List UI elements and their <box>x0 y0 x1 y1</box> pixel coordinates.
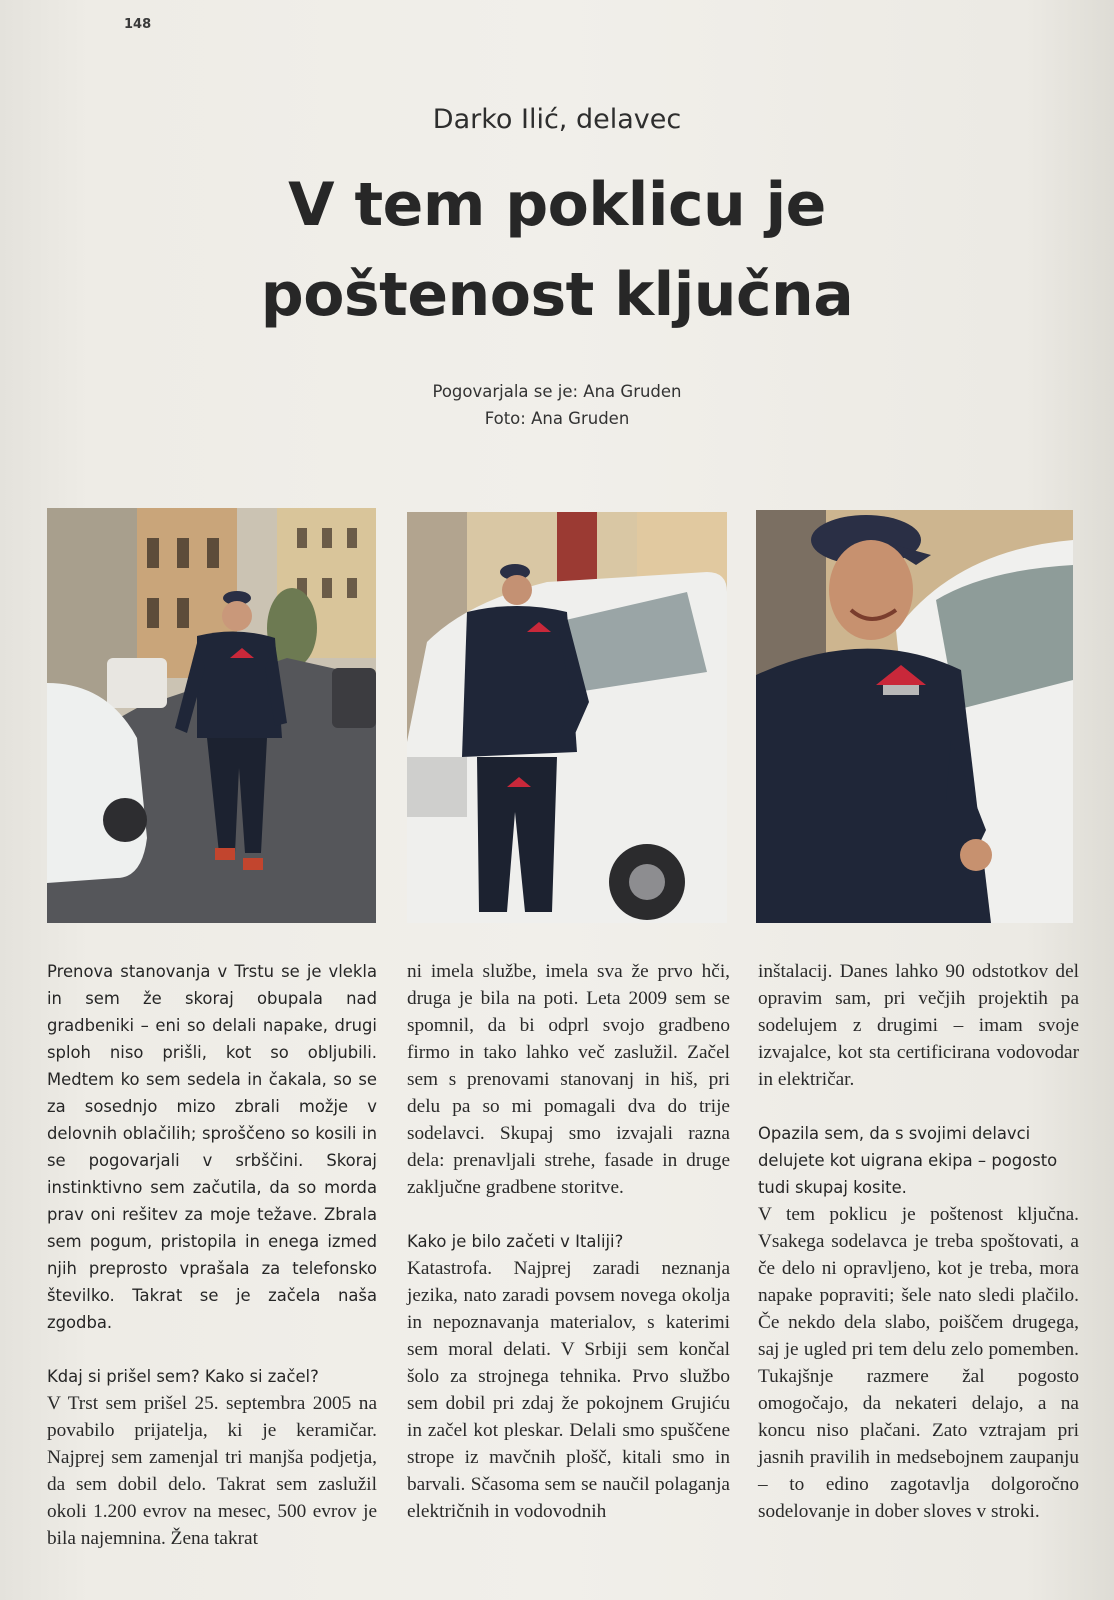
photo-man-walking-street <box>47 508 376 923</box>
article-kicker: Darko Ilić, delavec <box>432 104 682 135</box>
photo-man-leaning-on-van <box>407 512 727 923</box>
interview-answer-2-end: inštalacij. Danes lahko 90 odstotkov del opravim sam, pri večjih projektih pa sodelujem z drugimi – imam svoje izvajalce, kot sta certificirana vodovodar in električar. <box>758 961 1079 1090</box>
interview-question-3: Opazila sem, da s svojimi delavci delujete kot uigrana ekipa – pogosto tudi skupaj kosite. <box>758 1124 1058 1197</box>
article-credits <box>0 378 1114 432</box>
interview-answer-2-start: Katastrofa. Najprej zaradi neznanja jezika, nato zaradi povsem novega okolja in nepoznavanja materialov, s katerimi sem moral delati. V Srbiji sem končal šolo za strojnega tehnika. Prvo službo sem dobil pri zdaj že pokojnem Grujiću in začel kot pleskar. Delali smo spuščene strope iz mavčnih plošč, kitali smo in barvali. Sčasoma sem se naučil polaganja električnih in vodovodnih <box>407 1258 730 1522</box>
photo-man-smiling-closeup <box>756 510 1073 923</box>
interview-answer-3: V tem poklicu je poštenost ključna. Vsakega sodelavca je treba spoštovati, a če delo ni opravljeno, kot je treba, mora napake popraviti; šele nato sledi plačilo. Če nekdo dela slabo, poiščem drugega, saj je ugled pri tem delu zelo pomemben. Tukajšnje razmere žal pogosto omogočajo, da nekateri delajo, a na koncu niso plačani. Zato vztrajam pri jasnih pravilih in medsebojnem zaupanju – to edino zagotavlja dolgoročno sodelovanje in dober sloves v stroki. <box>758 1204 1079 1522</box>
article-headline <box>0 160 1114 340</box>
interview-question-2: Kako je bilo začeti v Italiji? <box>407 1232 624 1251</box>
interview-answer-1-end: ni imela službe, imela sva že prvo hči, druga je bila na poti. Leta 2009 sem se spomnil, da bi odprl svojo gradbeno firmo in tako lahko več zaslužil. Začel sem s prenovami stanovanj in hiš, pri delu pa so mi pomagali dva do trije sodelavci. Skupaj smo izvajali razna dela: prenavljali strehe, fasade in druge zaključne gradbene storitve. <box>407 961 730 1198</box>
interview-question-1: Kdaj si prišel sem? Kako si začel? <box>47 1367 319 1386</box>
intro-paragraph: Prenova stanovanja v Trstu se je vlekla in sem že skoraj obupala nad gradbeniki – eni so delali napake, drugi sploh niso prišli, kot so obljubili. Medtem ko sem sedela in čakala, so se za sosednjo mizo zbrali možje v delovnih oblačilih; sproščeno so kosili in se pogovarjali v srbščini. Skoraj instinktivno sem začutila, da so morda prav oni rešitev za moje težave. Zbrala sem pogum, pristopila in enega izmed njih preprosto vprašala za telefonsko številko. Takrat se je začela naša zgodba. <box>47 962 377 1332</box>
headline-line-1: V tem poklicu je <box>288 170 826 240</box>
text-column-2 <box>407 958 730 1525</box>
interview-credit: Pogovarjala se je: Ana Gruden <box>432 382 682 401</box>
page-number: 148 <box>124 17 152 32</box>
interview-answer-1-start: V Trst sem prišel 25. septembra 2005 na povabilo prijatelja, ki je keramičar. Najprej sem zamenjal tri manjša podjetja, da sem dobil delo. Takrat sem zaslužil okoli 1.200 evrov na mesec, 500 evrov je bila najemnina. Žena takrat <box>47 1393 377 1549</box>
headline-line-2: poštenost ključna <box>260 260 854 330</box>
text-column-1 <box>47 958 377 1552</box>
photo-credit: Foto: Ana Gruden <box>484 409 630 428</box>
text-column-3 <box>758 958 1079 1525</box>
